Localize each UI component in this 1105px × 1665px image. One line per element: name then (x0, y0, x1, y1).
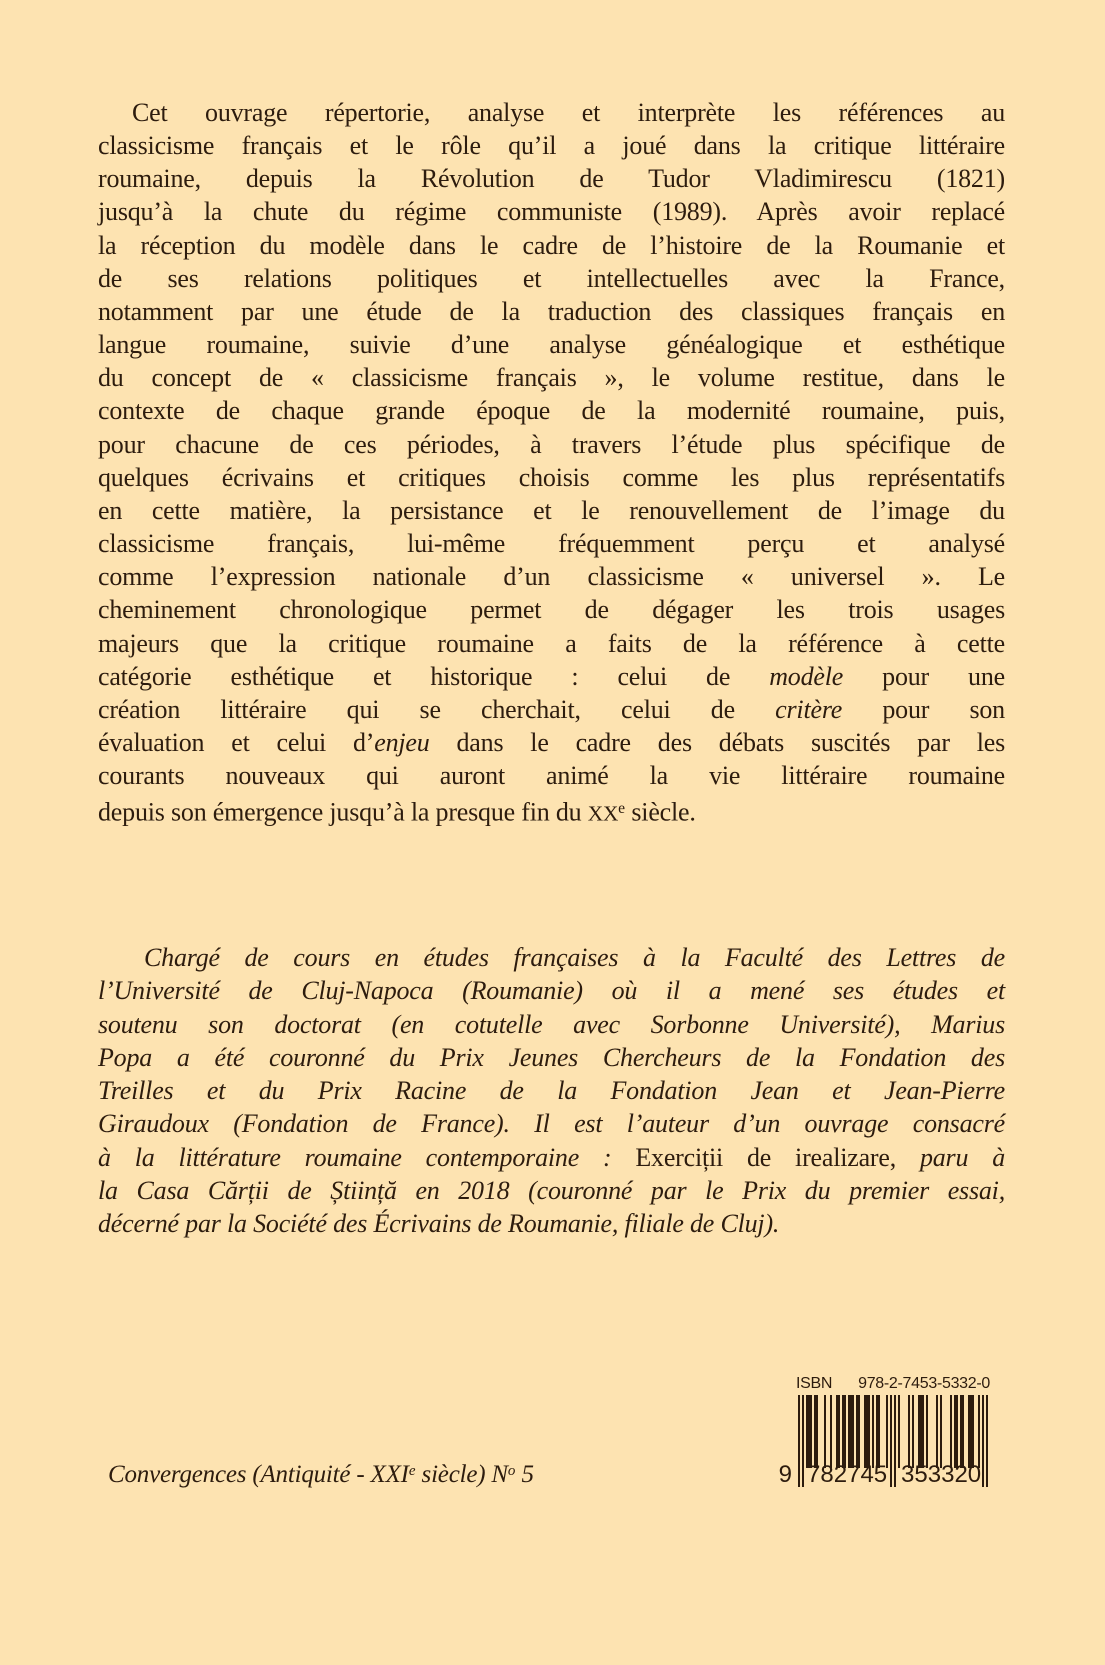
text-segment: e (408, 1462, 416, 1479)
text-segment: Popa a été couronné du Prix Jeunes Chercheurs de la Fondation des (98, 1042, 1005, 1072)
barcode-digit: 2 (833, 1461, 848, 1488)
author-bio-paragraph (98, 941, 1005, 1241)
text-line (98, 428, 1005, 461)
text-segment: décerné par la Société des Écrivains de Roumanie, filiale de Cluj). (98, 1209, 780, 1239)
text-line (98, 660, 1005, 693)
barcode-bar (836, 1395, 840, 1468)
text-segment: o (507, 1462, 516, 1479)
barcode-digit: 2 (954, 1461, 968, 1488)
barcode-bar (814, 1395, 818, 1468)
text-segment: depuis son émergence jusqu’à la presque fin du (98, 797, 588, 827)
text-segment: catégorie esthétique et historique : celui de (98, 661, 770, 691)
synopsis-paragraph (98, 96, 1005, 831)
text-segment: cheminement chronologique permet de dégager les trois usages (98, 595, 1005, 625)
text-line (98, 295, 1005, 328)
barcode-bar (824, 1395, 826, 1468)
barcode-bar (886, 1395, 888, 1468)
barcode-digit: 3 (927, 1461, 942, 1488)
barcode-bar (912, 1395, 914, 1468)
isbn-label (796, 1375, 990, 1393)
text-line (98, 1008, 1005, 1041)
text-segment: majeurs que la critique roumaine a faits de la référence à cette (98, 628, 1005, 658)
barcode-digit: 7 (807, 1461, 821, 1488)
text-line (98, 262, 1005, 295)
text-line (98, 162, 1005, 195)
text-segment: de ses relations politiques et intellectuelles avec la France, (98, 263, 1005, 293)
text-segment: quelques écrivains et critiques choisis comme les plus représentatifs (98, 462, 1005, 492)
text-line (98, 195, 1005, 228)
text-segment: pour une (843, 661, 1005, 691)
barcode-bar (982, 1395, 984, 1487)
barcode-digit: 3 (901, 1461, 915, 1488)
barcode-bar (918, 1395, 924, 1468)
barcode-bar (856, 1395, 860, 1468)
text-line (98, 627, 1005, 660)
isbn-label-prefix: ISBN (796, 1375, 833, 1392)
text-line (98, 494, 1005, 527)
text-line (98, 941, 1005, 974)
text-line (98, 1141, 1005, 1174)
text-segment: à la littérature roumaine contemporaine : (98, 1142, 636, 1172)
text-segment: la Casa Cărții de Știință en 2018 (couronné par le Prix du premier essai, (98, 1176, 1005, 1206)
text-segment: paru à (896, 1142, 1005, 1172)
barcode-digit: 3 (941, 1461, 955, 1488)
barcode-bar (894, 1395, 896, 1487)
text-segment: langue roumaine, suivie d’une analyse généalogique et esthétique (98, 330, 1005, 360)
text-segment: courants nouveaux qui auront animé la vie littéraire roumaine (98, 761, 1005, 791)
barcode-bar (842, 1395, 846, 1468)
barcode-bar (926, 1395, 928, 1468)
text-line (98, 593, 1005, 626)
barcode-bar (950, 1395, 952, 1468)
text-segment: pour son (842, 694, 1005, 724)
text-line (98, 759, 1005, 792)
barcode-digit: 5 (873, 1461, 888, 1488)
text-line (98, 394, 1005, 427)
text-segment: Treilles et du Prix Racine de la Fondation Jean et Jean-Pierre (98, 1076, 1005, 1106)
text-segment: enjeu (374, 727, 430, 757)
barcode-bar (968, 1395, 974, 1468)
text-line (98, 560, 1005, 593)
text-line (98, 693, 1005, 726)
text-line (98, 129, 1005, 162)
text-line (98, 361, 1005, 394)
text-line (98, 1174, 1005, 1207)
collection-series-label (108, 1461, 534, 1489)
text-segment: roumaine, depuis la Révolution de Tudor Vladimirescu (1821) (98, 164, 1005, 194)
text-segment: évaluation et celui d’ (98, 727, 375, 757)
text-line (98, 527, 1005, 560)
text-segment: l’Université de Cluj-Napoca (Roumanie) où il a mené ses études et (98, 976, 1005, 1006)
barcode-bar (960, 1395, 964, 1468)
text-segment: critère (775, 694, 843, 724)
barcode-bar (864, 1395, 870, 1468)
barcode-digit: 5 (914, 1461, 928, 1488)
barcode-digit: 4 (860, 1461, 874, 1488)
text-segment: siècle. (625, 797, 696, 827)
barcode-digit-leading: 9 (778, 1461, 792, 1488)
barcode-bar (890, 1395, 892, 1487)
barcode-bar (978, 1395, 980, 1468)
barcode-digits-right-group (901, 1461, 982, 1489)
text-segment: Exerciții de irealizare, (635, 1142, 897, 1172)
text-segment: notamment par une étude de la traduction des classiques français en (98, 296, 1005, 326)
text-segment: Convergences (Antiquité - XXI (108, 1461, 409, 1488)
text-segment: contexte de chaque grande époque de la modernité roumaine, puis, (98, 396, 1005, 426)
barcode-bar (954, 1395, 958, 1468)
barcode-digits-left-group (807, 1461, 888, 1489)
text-segment: jusqu’à la chute du régime communiste (1989). Après avoir replacé (98, 197, 1005, 227)
text-segment: comme l’expression nationale d’un classicisme « universel ». Le (98, 562, 1005, 592)
text-segment: modèle (769, 661, 844, 691)
text-segment: 5 (515, 1461, 534, 1488)
barcode-bar (898, 1395, 900, 1468)
barcode-bar (876, 1395, 880, 1468)
text-segment: e (618, 800, 626, 818)
text-segment: soutenu son doctorat (en cotutelle avec Sorbonne Université), Marius (98, 1009, 1005, 1039)
barcode-digit: 8 (820, 1461, 834, 1488)
text-segment: Cet ouvrage répertorie, analyse et interprète les références au (132, 98, 1005, 127)
isbn-label-number: 978-2-7453-5332-0 (858, 1375, 990, 1392)
text-segment: Chargé de cours en études françaises à la Faculté des Lettres de (144, 943, 1005, 972)
text-line (98, 792, 1005, 831)
barcode-digit: 0 (967, 1461, 982, 1488)
text-line (98, 726, 1005, 759)
text-segment: Giraudoux (Fondation de France). Il est l’auteur d’un ouvrage consacré (98, 1109, 1005, 1139)
barcode-bar (908, 1395, 910, 1468)
barcode-bar (940, 1395, 942, 1468)
barcode-bar (802, 1395, 804, 1487)
text-line (98, 1074, 1005, 1107)
barcode-bar (806, 1395, 812, 1468)
barcode-bar (848, 1395, 854, 1468)
barcode-bar (986, 1395, 988, 1487)
barcode-bar (830, 1395, 832, 1468)
text-line (98, 1107, 1005, 1140)
text-line (98, 229, 1005, 262)
text-segment: création littéraire qui se cherchait, celui de (98, 694, 776, 724)
text-line (98, 974, 1005, 1007)
text-segment: siècle) N (415, 1461, 508, 1488)
text-segment: pour chacune de ces périodes, à travers l’étude plus spécifique de (98, 429, 1005, 459)
text-segment: du concept de « classicisme français », le volume restitue, dans le (98, 363, 1005, 393)
text-line (98, 461, 1005, 494)
text-segment: dans le cadre des débats suscités par les (429, 727, 1005, 757)
text-segment: classicisme français, lui-même fréquemment perçu et analysé (98, 529, 1005, 559)
barcode-digit: 7 (847, 1461, 861, 1488)
text-line (98, 328, 1005, 361)
text-line (98, 96, 1005, 129)
text-segment: la réception du modèle dans le cadre de l’histoire de la Roumanie et (98, 230, 1005, 260)
text-segment: en cette matière, la persistance et le renouvellement de l’image du (98, 495, 1005, 525)
barcode-bar (798, 1395, 800, 1487)
text-line (98, 1041, 1005, 1074)
barcode-bar (936, 1395, 938, 1468)
barcode-bar (872, 1395, 874, 1468)
text-line (98, 1207, 1005, 1240)
text-segment: XX (587, 801, 619, 826)
text-segment: classicisme français et le rôle qu’il a joué dans la critique littéraire (98, 131, 1005, 161)
